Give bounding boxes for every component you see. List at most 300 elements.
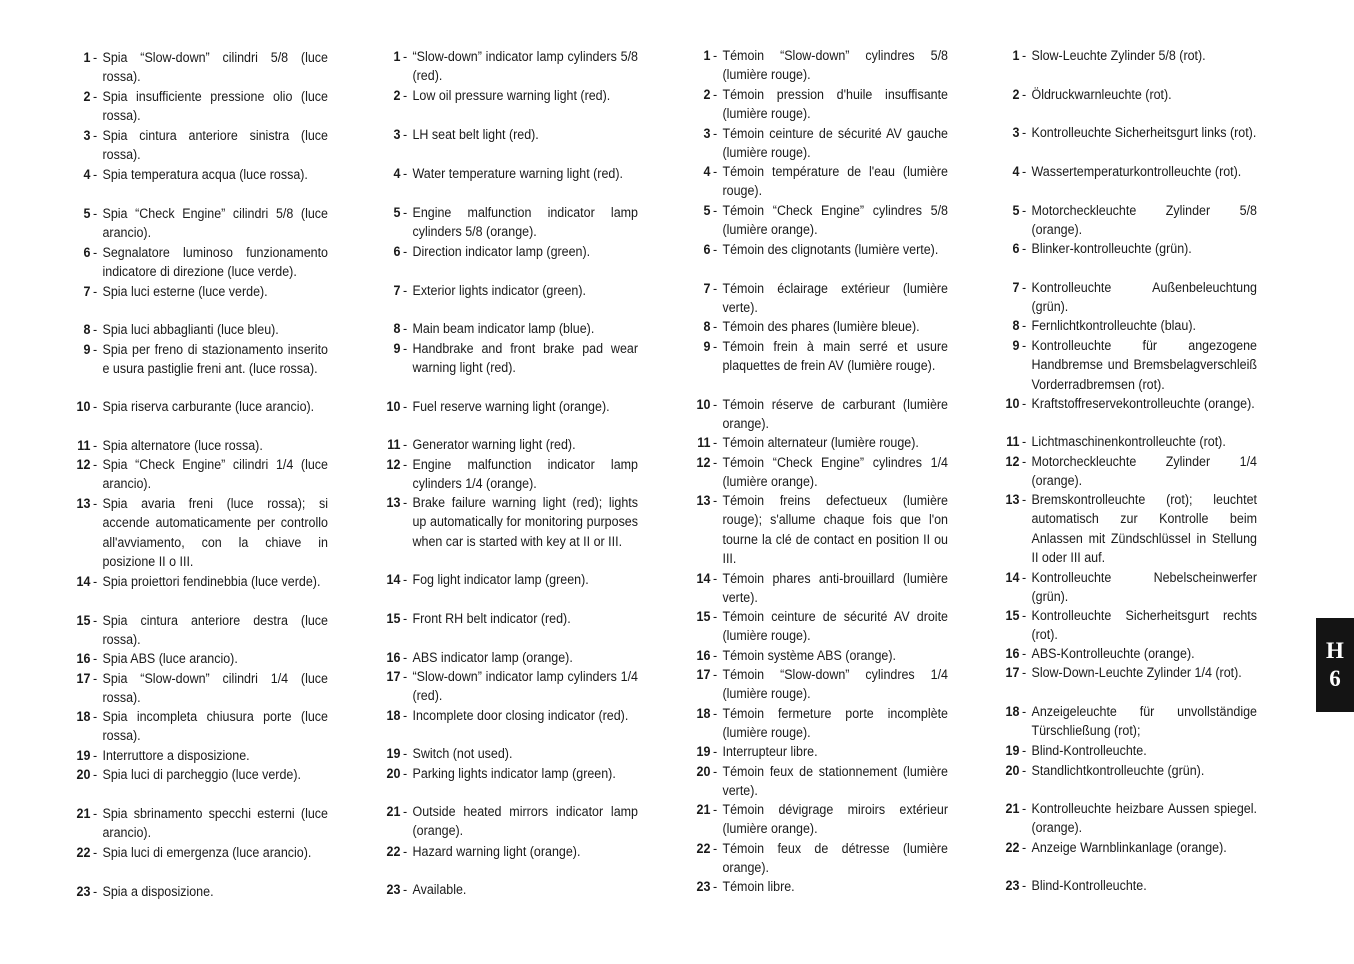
item-text: ABS indicator lamp (orange). <box>412 650 573 666</box>
item-number: 22 <box>696 841 711 857</box>
list-item <box>64 205 328 244</box>
item-text: Témoin alternateur (lumière rouge). <box>722 435 919 451</box>
item-number: 9 <box>83 342 91 358</box>
list-item <box>64 495 328 573</box>
item-number: 6 <box>1012 241 1020 257</box>
item-text: Témoin frein à main serré et usure plaquettes de frein AV (lumière rouge). <box>722 339 948 375</box>
list-item <box>993 163 1257 182</box>
item-dash: - <box>713 609 718 625</box>
list-item <box>374 668 638 707</box>
item-dash: - <box>1022 164 1027 180</box>
list-item <box>684 47 948 86</box>
list-item <box>64 49 328 88</box>
list-item <box>993 395 1257 414</box>
item-dash: - <box>403 88 408 104</box>
item-number: 5 <box>703 203 711 219</box>
item-number: 14 <box>386 572 401 588</box>
item-text: Interruttore a disposizione. <box>102 748 250 764</box>
list-item <box>993 839 1257 858</box>
list-item <box>64 398 328 417</box>
item-dash: - <box>713 126 718 142</box>
item-dash: - <box>93 50 98 66</box>
list-item <box>993 742 1257 761</box>
item-dash: - <box>1022 570 1027 586</box>
item-text: ABS-Kontrolleuchte (orange). <box>1031 646 1195 662</box>
item-dash: - <box>1022 840 1027 856</box>
item-text: Témoin dévigrage miroirs extérieur (lumière orange). <box>722 802 948 838</box>
item-number: 3 <box>393 127 401 143</box>
item-number: 3 <box>1012 125 1020 141</box>
item-number: 5 <box>1012 203 1020 219</box>
item-dash: - <box>713 841 718 857</box>
list-item <box>684 396 948 435</box>
item-dash: - <box>93 206 98 222</box>
item-dash: - <box>93 748 98 764</box>
item-number: 4 <box>703 164 711 180</box>
item-text: Témoin libre. <box>722 879 795 895</box>
item-number: 17 <box>76 671 91 687</box>
list-item <box>684 241 948 260</box>
item-dash: - <box>713 667 718 683</box>
item-dash: - <box>403 766 408 782</box>
list-item <box>684 492 948 570</box>
section-tab <box>1316 618 1354 712</box>
item-number: 16 <box>1005 646 1020 662</box>
item-number: 20 <box>76 767 91 783</box>
item-dash: - <box>93 574 98 590</box>
item-text: Hazard warning light (orange). <box>412 844 581 860</box>
item-dash: - <box>403 166 408 182</box>
list-item <box>993 47 1257 66</box>
item-text: Témoin des phares (lumière bleue). <box>722 319 920 335</box>
item-text: Spia proiettori fendinebbia (luce verde). <box>102 574 321 590</box>
item-text: Spia riserva carburante (luce arancio). <box>102 399 315 415</box>
list-item <box>64 283 328 302</box>
item-dash: - <box>713 397 718 413</box>
list-item <box>374 320 638 339</box>
item-number: 15 <box>76 613 91 629</box>
item-number: 4 <box>393 166 401 182</box>
item-text: Engine malfunction indicator lamp cylinders 5/8 (orange). <box>412 205 638 241</box>
list-item <box>64 883 328 902</box>
item-dash: - <box>713 319 718 335</box>
item-dash: - <box>1022 763 1027 779</box>
item-number: 1 <box>1012 48 1020 64</box>
item-dash: - <box>93 613 98 629</box>
item-text: Slow-Leuchte Zylinder 5/8 (rot). <box>1031 48 1206 64</box>
item-number: 4 <box>83 167 91 183</box>
item-number: 15 <box>386 611 401 627</box>
item-number: 17 <box>696 667 711 683</box>
item-dash: - <box>713 706 718 722</box>
list-item <box>374 881 638 900</box>
item-dash: - <box>713 242 718 258</box>
item-text: Spia “Slow-down” cilindri 1/4 (luce rossa). <box>102 671 328 707</box>
item-dash: - <box>713 203 718 219</box>
item-dash: - <box>93 884 98 900</box>
item-number: 19 <box>76 748 91 764</box>
item-text: Fuel reserve warning light (orange). <box>412 399 610 415</box>
item-dash: - <box>403 882 408 898</box>
item-dash: - <box>1022 434 1027 450</box>
item-text: Outside heated mirrors indicator lamp (orange). <box>412 804 638 840</box>
list-item <box>374 340 638 379</box>
item-number: 17 <box>1005 665 1020 681</box>
item-text: Spia cintura anteriore destra (luce rossa). <box>102 613 328 649</box>
item-dash: - <box>93 496 98 512</box>
item-number: 8 <box>1012 318 1020 334</box>
item-number: 8 <box>393 321 401 337</box>
item-dash: - <box>1022 280 1027 296</box>
item-text: “Slow-down” indicator lamp cylinders 1/4 (red). <box>412 669 638 705</box>
item-dash: - <box>93 438 98 454</box>
item-text: Parking lights indicator lamp (green). <box>412 766 616 782</box>
item-number: 10 <box>386 399 401 415</box>
item-number: 20 <box>696 764 711 780</box>
list-item <box>64 670 328 709</box>
item-number: 13 <box>696 493 711 509</box>
item-dash: - <box>403 244 408 260</box>
list-item <box>684 318 948 337</box>
item-number: 21 <box>1005 801 1020 817</box>
item-number: 6 <box>83 245 91 261</box>
item-dash: - <box>93 709 98 725</box>
item-dash: - <box>1022 396 1027 412</box>
item-number: 20 <box>386 766 401 782</box>
item-dash: - <box>713 48 718 64</box>
item-dash: - <box>403 49 408 65</box>
list-item <box>64 244 328 283</box>
list-item <box>374 571 638 590</box>
section-tab-number: 6 <box>1329 666 1341 691</box>
item-text: Spia sbrinamento specchi esterni (luce arancio). <box>102 806 328 842</box>
list-item <box>64 456 328 495</box>
item-text: Kontrolleuchte für angezogene Handbremse und Bremsbelagverschleiß Vorderradbremsen (rot). <box>1031 338 1257 393</box>
item-dash: - <box>1022 454 1027 470</box>
item-dash: - <box>1022 608 1027 624</box>
item-dash: - <box>1022 318 1027 334</box>
list-item <box>684 125 948 164</box>
list-item <box>64 612 328 651</box>
item-dash: - <box>713 764 718 780</box>
item-dash: - <box>403 650 408 666</box>
item-text: Kontrolleuchte Außenbeleuchtung (grün). <box>1031 280 1257 316</box>
item-number: 10 <box>696 397 711 413</box>
item-number: 11 <box>77 438 91 454</box>
list-item <box>684 840 948 879</box>
item-dash: - <box>93 671 98 687</box>
list-item <box>993 664 1257 683</box>
list-item <box>993 491 1257 569</box>
item-dash: - <box>93 322 98 338</box>
item-dash: - <box>713 648 718 664</box>
list-item <box>374 282 638 301</box>
list-item <box>684 878 948 897</box>
item-text: Motorcheckleuchte Zylinder 1/4 (orange). <box>1031 454 1257 490</box>
item-text: Bremskontrolleuchte (rot); leuchtet automatisch zur Kontrolle beim Anlassen mit Zündschlüssel in Stellung II oder III auf. <box>1031 492 1257 567</box>
item-text: Motorcheckleuchte Zylinder 5/8 (orange). <box>1031 203 1257 239</box>
list-item <box>684 763 948 802</box>
item-text: Spia “Check Engine” cilindri 1/4 (luce arancio). <box>102 457 328 493</box>
item-number: 12 <box>76 457 91 473</box>
item-number: 2 <box>393 88 401 104</box>
item-text: Témoin “Check Engine” cylindres 1/4 (lumière orange). <box>722 455 948 491</box>
list-item <box>374 745 638 764</box>
item-text: Segnalatore luminoso funzionamento indicatore di direzione (luce verde). <box>102 245 328 281</box>
list-item <box>684 743 948 762</box>
item-dash: - <box>403 283 408 299</box>
list-item <box>993 240 1257 259</box>
item-text: Spia insufficiente pressione olio (luce rossa). <box>102 89 328 125</box>
item-number: 15 <box>696 609 711 625</box>
list-item <box>374 803 638 842</box>
item-dash: - <box>1022 338 1027 354</box>
list-item <box>993 703 1257 742</box>
list-item <box>684 608 948 647</box>
item-number: 1 <box>393 49 401 65</box>
item-text: Spia “Slow-down” cilindri 5/8 (luce rossa). <box>102 50 328 86</box>
item-text: Spia luci abbaglianti (luce bleu). <box>102 322 279 338</box>
item-dash: - <box>403 437 408 453</box>
item-text: Brake failure warning light (red); lights up automatically for monitoring purposes when car is started with key at II or III. <box>412 495 638 550</box>
item-text: Témoin feux de détresse (lumière orange). <box>722 841 948 877</box>
item-text: Anzeige Warnblinkanlage (orange). <box>1031 840 1227 856</box>
item-text: Spia luci esterne (luce verde). <box>102 284 268 300</box>
item-text: Direction indicator lamp (green). <box>412 244 591 260</box>
item-dash: - <box>403 708 408 724</box>
item-dash: - <box>93 128 98 144</box>
list-item <box>993 877 1257 896</box>
item-dash: - <box>713 744 718 760</box>
list-item <box>993 762 1257 781</box>
list-item <box>64 650 328 669</box>
item-text: Témoin des clignotants (lumière verte). <box>722 242 939 258</box>
list-item <box>374 165 638 184</box>
item-number: 7 <box>703 281 711 297</box>
item-text: Témoin ceinture de sécurité AV droite (lumière rouge). <box>722 609 948 645</box>
item-text: Spia luci di parcheggio (luce verde). <box>102 767 301 783</box>
item-dash: - <box>713 87 718 103</box>
list-item <box>374 204 638 243</box>
item-dash: - <box>93 767 98 783</box>
item-number: 14 <box>76 574 91 590</box>
item-dash: - <box>403 495 408 511</box>
item-text: Témoin phares anti-brouillard (lumière verte). <box>722 571 948 607</box>
item-number: 16 <box>696 648 711 664</box>
list-item <box>993 800 1257 839</box>
item-dash: - <box>93 245 98 261</box>
item-text: Standlichtkontrolleuchte (grün). <box>1031 763 1205 779</box>
item-dash: - <box>1022 878 1027 894</box>
item-number: 23 <box>76 884 91 900</box>
list-item <box>64 321 328 340</box>
item-dash: - <box>1022 743 1027 759</box>
item-number: 19 <box>696 744 711 760</box>
item-dash: - <box>1022 241 1027 257</box>
item-dash: - <box>403 611 408 627</box>
list-item <box>374 843 638 862</box>
item-text: Exterior lights indicator (green). <box>412 283 586 299</box>
item-number: 23 <box>696 879 711 895</box>
item-text: Generator warning light (red). <box>412 437 576 453</box>
list-item <box>993 453 1257 492</box>
list-item <box>374 48 638 87</box>
list-item <box>64 805 328 844</box>
list-item <box>684 86 948 125</box>
item-number: 13 <box>386 495 401 511</box>
item-dash: - <box>403 804 408 820</box>
list-item <box>993 607 1257 646</box>
item-number: 6 <box>703 242 711 258</box>
item-dash: - <box>1022 87 1027 103</box>
item-number: 16 <box>386 650 401 666</box>
item-dash: - <box>93 399 98 415</box>
item-text: Kontrolleuchte Nebelscheinwerfer (grün). <box>1031 570 1257 606</box>
item-dash: - <box>403 746 408 762</box>
list-item <box>993 337 1257 395</box>
list-item <box>64 88 328 127</box>
item-dash: - <box>93 167 98 183</box>
item-text: Engine malfunction indicator lamp cylinders 1/4 (orange). <box>412 457 638 493</box>
item-dash: - <box>1022 665 1027 681</box>
item-text: Handbrake and front brake pad wear warning light (red). <box>412 341 638 377</box>
item-number: 4 <box>1012 164 1020 180</box>
item-text: Kontrolleuchte Sicherheitsgurt rechts (rot). <box>1031 608 1257 644</box>
item-number: 9 <box>1012 338 1020 354</box>
item-dash: - <box>93 806 98 822</box>
item-text: Témoin “Slow-down” cylindres 1/4 (lumière rouge). <box>722 667 948 703</box>
item-dash: - <box>1022 801 1027 817</box>
list-item <box>64 708 328 747</box>
item-number: 5 <box>393 205 401 221</box>
list-item <box>993 317 1257 336</box>
item-number: 9 <box>393 341 401 357</box>
item-dash: - <box>713 493 718 509</box>
item-dash: - <box>713 435 718 451</box>
item-dash: - <box>403 321 408 337</box>
item-dash: - <box>93 342 98 358</box>
item-number: 7 <box>83 284 91 300</box>
item-number: 20 <box>1005 763 1020 779</box>
item-text: Témoin “Check Engine” cylindres 5/8 (lumière orange). <box>722 203 948 239</box>
list-item <box>993 202 1257 241</box>
list-item <box>684 163 948 202</box>
item-number: 18 <box>386 708 401 724</box>
item-text: Témoin fermeture porte incomplète (lumière rouge). <box>722 706 948 742</box>
item-dash: - <box>713 802 718 818</box>
item-number: 18 <box>76 709 91 725</box>
item-text: Kontrolleuchte Sicherheitsgurt links (rot). <box>1031 125 1257 141</box>
item-number: 11 <box>387 437 401 453</box>
item-text: Switch (not used). <box>412 746 513 762</box>
item-text: LH seat belt light (red). <box>412 127 539 143</box>
list-item <box>374 765 638 784</box>
item-number: 8 <box>703 319 711 335</box>
list-item <box>993 86 1257 105</box>
item-text: Wassertemperaturkontrolleuchte (rot). <box>1031 164 1242 180</box>
list-item <box>64 766 328 785</box>
item-dash: - <box>1022 492 1027 508</box>
item-number: 14 <box>696 571 711 587</box>
item-number: 2 <box>1012 87 1020 103</box>
item-text: Témoin ceinture de sécurité AV gauche (lumière rouge). <box>722 126 948 162</box>
item-number: 19 <box>1005 743 1020 759</box>
list-item <box>64 127 328 166</box>
item-number: 3 <box>83 128 91 144</box>
item-text: Témoin réserve de carburant (lumière orange). <box>722 397 948 433</box>
item-dash: - <box>403 844 408 860</box>
item-text: Spia ABS (luce arancio). <box>102 651 238 667</box>
list-item <box>993 279 1257 318</box>
item-text: Lichtmaschinenkontrolleuchte (rot). <box>1031 434 1226 450</box>
item-number: 23 <box>386 882 401 898</box>
list-item <box>684 202 948 241</box>
item-text: Spia temperatura acqua (luce rossa). <box>102 167 308 183</box>
list-item <box>64 437 328 456</box>
item-number: 7 <box>393 283 401 299</box>
item-dash: - <box>713 281 718 297</box>
list-item <box>64 844 328 863</box>
item-text: Spia a disposizione. <box>102 884 214 900</box>
item-dash: - <box>93 284 98 300</box>
item-dash: - <box>403 205 408 221</box>
item-text: Spia incompleta chiusura porte (luce rossa). <box>102 709 328 745</box>
item-text: “Slow-down” indicator lamp cylinders 5/8 (red). <box>412 49 638 85</box>
list-item <box>64 166 328 185</box>
list-item <box>684 705 948 744</box>
item-dash: - <box>713 455 718 471</box>
item-text: Spia avaria freni (luce rossa); si accende automaticamente per controllo all'avviamento, con la chiave in posizione II o III. <box>102 496 328 571</box>
item-dash: - <box>713 164 718 180</box>
item-number: 1 <box>703 48 711 64</box>
item-dash: - <box>1022 203 1027 219</box>
item-number: 11 <box>1006 434 1020 450</box>
item-text: Slow-Down-Leuchte Zylinder 1/4 (rot). <box>1031 665 1242 681</box>
item-text: Témoin freins defectueux (lumière rouge); s'allume chaque fois que l'on tourne la clé de contact en position II ou III. <box>722 493 948 568</box>
item-text: Kraftstoffreservekontrolleuchte (orange). <box>1031 396 1255 412</box>
item-text: Low oil pressure warning light (red). <box>412 88 611 104</box>
item-text: Anzeigeleuchte für unvollständige Türschließung (rot); <box>1031 704 1257 740</box>
list-item <box>684 801 948 840</box>
list-item <box>64 573 328 592</box>
item-text: Main beam indicator lamp (blue). <box>412 321 595 337</box>
item-text: Témoin système ABS (orange). <box>722 648 896 664</box>
list-item <box>684 666 948 705</box>
item-number: 22 <box>76 845 91 861</box>
item-number: 12 <box>1005 454 1020 470</box>
item-number: 23 <box>1005 878 1020 894</box>
item-dash: - <box>93 651 98 667</box>
item-dash: - <box>93 457 98 473</box>
item-text: Spia cintura anteriore sinistra (luce rossa). <box>102 128 328 164</box>
item-number: 19 <box>386 746 401 762</box>
item-text: Water temperature warning light (red). <box>412 166 623 182</box>
list-item <box>374 610 638 629</box>
item-number: 7 <box>1012 280 1020 296</box>
item-dash: - <box>403 399 408 415</box>
item-number: 12 <box>386 457 401 473</box>
item-number: 22 <box>386 844 401 860</box>
item-number: 13 <box>76 496 91 512</box>
item-number: 21 <box>696 802 711 818</box>
item-dash: - <box>713 879 718 895</box>
item-number: 1 <box>83 50 91 66</box>
item-number: 6 <box>393 244 401 260</box>
item-number: 11 <box>697 435 711 451</box>
list-item <box>374 456 638 495</box>
item-dash: - <box>403 341 408 357</box>
item-text: Spia alternatore (luce rossa). <box>102 438 263 454</box>
